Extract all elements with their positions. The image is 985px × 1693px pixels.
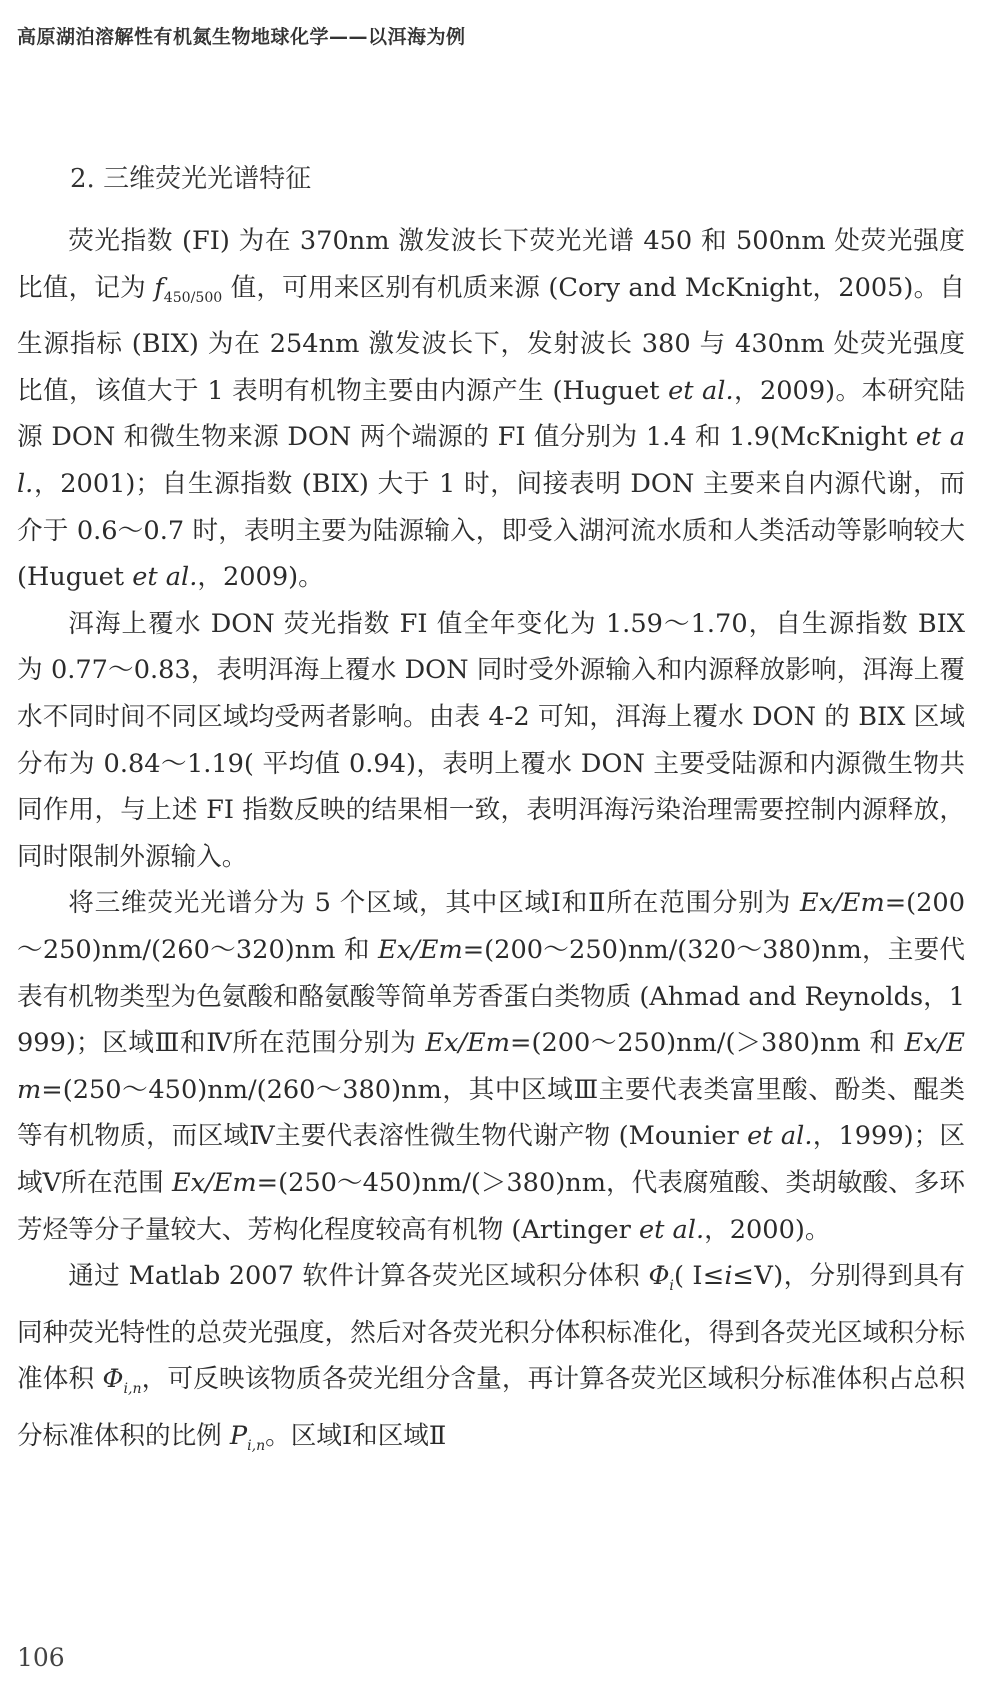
paragraph-eem-regions: 将三维荧光光谱分为 5 个区域，其中区域Ⅰ和Ⅱ所在范围分别为 Ex/Em=(200～250)nm/(260～320)nm 和 Ex/Em=(200～250)nm/(320～380)nm，主要代表有机物类型为色氨酸和酪氨酸等简单芳香蛋白类物质 (Ahmad and Reynolds，1999)；区域Ⅲ和Ⅳ所在范围分别为 Ex/Em=(200～250)nm/(＞380)nm 和 Ex/Em=(250～450)nm/(260～380)nm，其中区域Ⅲ主要代表类富里酸、酚类、醌类等有机物质，而区域Ⅳ主要代表溶性微生物代谢产物 (Mounier et al.，1999)；区域Ⅴ所在范围 Ex/Em=(250～450)nm/(＞380)nm，代表腐殖酸、类胡敏酸、多环芳烃等分子量较大、芳构化程度较高有机物 (Artinger et al.，2000)。 [17, 888, 965, 1245]
paragraph-fluorescence-index: 荧光指数 (FI) 为在 370nm 激发波长下荧光光谱 450 和 500nm 处荧光强度比值，记为 $f_{450/500}$ 值，可用来区别有机质来源 (Cory and McKnight，2005)。自生源指标 (BIX) 为在 254nm 激发波长下，发射波长 380 与 430nm 处荧光强度比值，该值大于 1 表明有机物主要由内源产生 (Huguet et al.，2009)。本研究陆源 DON 和微生物来源 DON 两个端源的 FI 值分别为 1.4 和 1.9(McKnight et al.，2001)；自生源指数 (BIX) 大于 1 时，间接表明 DON 主要来自内源代谢，而介于 0.6～0.7 时，表明主要为陆源输入，即受入湖河流水质和人类活动等影响较大 (Huguet et al.，2009)。 [17, 226, 966, 593]
paragraph-integration-volume: 通过 Matlab 2007 软件计算各荧光区域积分体积 $\Phi_i$( Ⅰ≤i≤Ⅴ)，分别得到具有同种荧光特性的总荧光强度，然后对各荧光积分体积标准化，得到各荧光区域积分标准体积 $\Phi_{i,n}$，可反映该物质各荧光组分含量，再计算各荧光区域积分标准体积占总积分标准体积的比例 $P_{i,n}$。区域Ⅰ和区域Ⅱ [17, 1261, 965, 1455]
paragraph-erhai-overlying-water: 洱海上覆水 DON 荧光指数 FI 值全年变化为 1.59～1.70，自生源指数 BIX 为 0.77～0.83，表明洱海上覆水 DON 同时受外源输入和内源释放影响，洱海上覆水不同时间不同区域均受两者影响。由表 4-2 可知，洱海上覆水 DON 的 BIX 区域分布为 0.84～1.19( 平均值 0.94)，表明上覆水 DON 主要受陆源和内源微生物共同作用，与上述 FI 指数反映的结果相一致，表明洱海污染治理需要控制内源释放，同时限制外源输入。 [17, 608, 965, 872]
page-number: 106 [17, 1643, 65, 1672]
section-heading: 2. 三维荧光光谱特征 [70, 164, 312, 194]
body-text [17, 218, 965, 1470]
running-header: 高原湖泊溶解性有机氮生物地球化学——以洱海为例 [17, 26, 466, 48]
